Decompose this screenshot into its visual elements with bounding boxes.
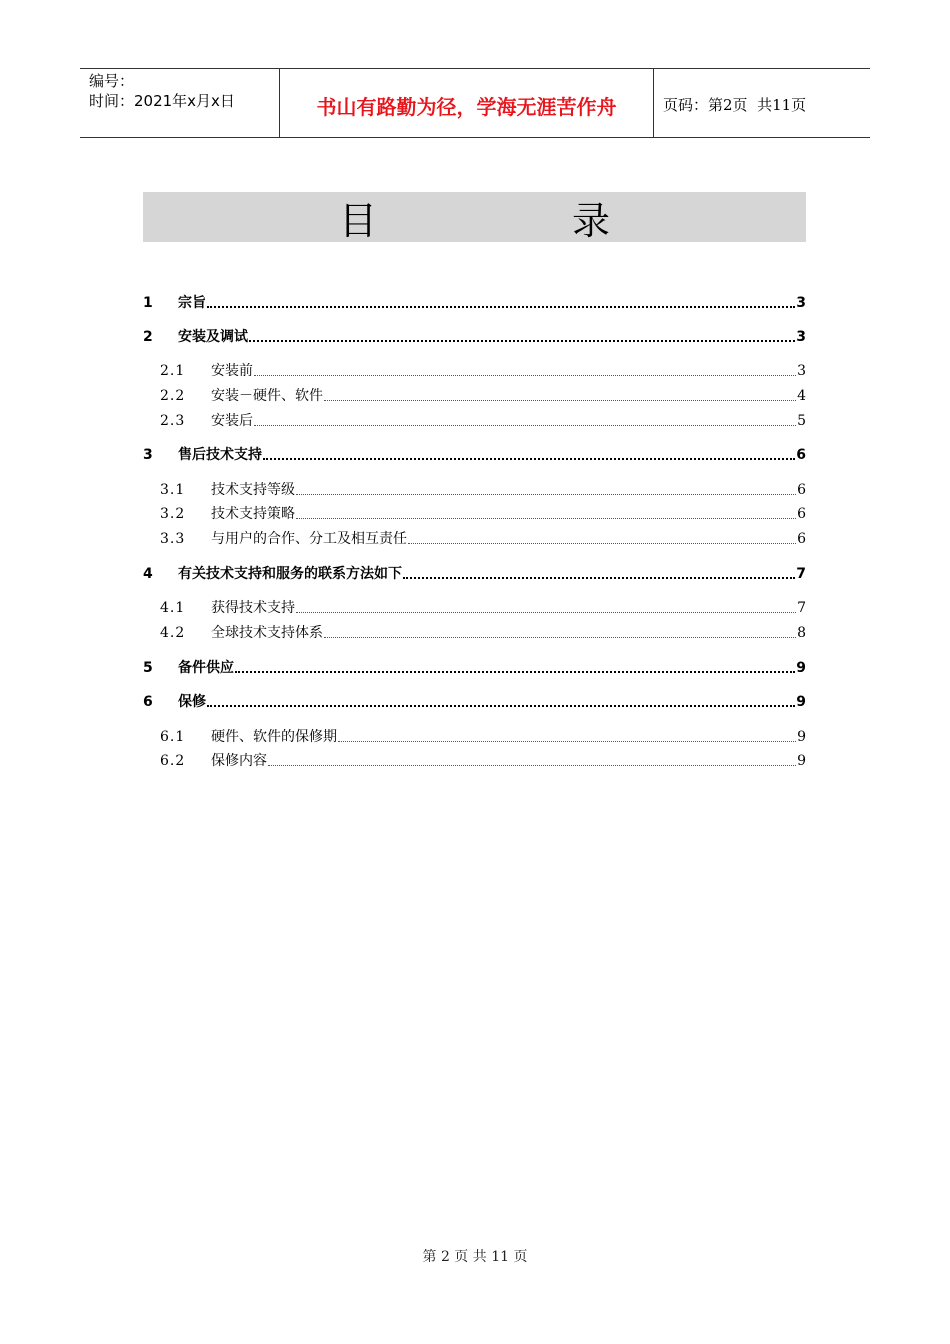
toc-entry-page: 3 xyxy=(796,329,806,345)
toc-entry[interactable] xyxy=(143,356,806,380)
toc-entry[interactable] xyxy=(143,653,806,677)
toc-entry-page: 6 xyxy=(797,531,806,547)
toc-entry-page: 6 xyxy=(797,482,806,498)
document-number-label: 编号： xyxy=(89,72,135,90)
toc-entry-number: 6 xyxy=(143,694,153,710)
toc-dot-leader xyxy=(324,636,796,638)
toc-dot-leader xyxy=(296,493,796,495)
toc-entry[interactable] xyxy=(143,499,806,523)
toc-entry-page: 9 xyxy=(796,660,806,676)
toc-entry-page: 3 xyxy=(796,295,806,311)
toc-dot-leader xyxy=(235,670,795,673)
toc-entry-page: 9 xyxy=(797,729,806,745)
toc-entry[interactable] xyxy=(143,687,806,711)
toc-entry-number: 4 xyxy=(143,566,153,582)
toc-dot-leader xyxy=(324,399,796,401)
toc-dot-leader xyxy=(403,576,795,579)
toc-entry-page: 3 xyxy=(797,363,806,379)
toc-dot-leader xyxy=(254,374,796,376)
toc-entry-number: 2.1 xyxy=(160,363,186,379)
toc-entry[interactable] xyxy=(143,406,806,430)
header-motto: 书山有路勤为径，学海无涯苦作舟 xyxy=(280,69,654,137)
toc-entry-title: 备件供应 xyxy=(178,660,234,676)
toc-entry-number: 4.1 xyxy=(160,600,186,616)
toc-title-char-2: 录 xyxy=(572,198,611,243)
toc-entry-title: 宗旨 xyxy=(178,295,206,311)
page-footer: 第 2 页 共 11 页 xyxy=(422,1249,528,1265)
toc-entry-number: 3.1 xyxy=(160,482,186,498)
header-page-info-cell xyxy=(654,69,870,137)
toc-entry-number: 2.2 xyxy=(160,388,186,404)
header-page-info: 页码：第2页 共11页 xyxy=(663,95,807,114)
toc-dot-leader xyxy=(296,611,796,613)
toc-entry-page: 6 xyxy=(797,506,806,522)
toc-entry[interactable] xyxy=(143,524,806,548)
toc-entry-number: 5 xyxy=(143,660,153,676)
toc-entry-title: 与用户的合作、分工及相互责任 xyxy=(211,531,407,547)
toc-entry-number: 1 xyxy=(143,295,153,311)
toc-entry-title: 安装－硬件、软件 xyxy=(211,388,323,404)
toc-dot-leader xyxy=(263,457,795,460)
toc-entry-page: 6 xyxy=(796,447,806,463)
toc-entry-page: 9 xyxy=(796,694,806,710)
toc-entry-page: 4 xyxy=(797,388,806,404)
toc-entry[interactable] xyxy=(143,288,806,312)
toc-entry-title: 技术支持等级 xyxy=(211,482,295,498)
toc-entry-number: 3.2 xyxy=(160,506,186,522)
toc-entry-title: 安装及调试 xyxy=(178,329,248,345)
toc-entry-page: 9 xyxy=(797,753,806,769)
toc-dot-leader xyxy=(408,542,796,544)
toc-entry[interactable] xyxy=(143,746,806,770)
toc-entry-number: 6.1 xyxy=(160,729,186,745)
toc-entry[interactable] xyxy=(143,618,806,642)
toc-entry[interactable] xyxy=(143,475,806,499)
toc-entry-page: 7 xyxy=(796,566,806,582)
toc-dot-leader xyxy=(207,305,795,308)
toc-entry-page: 8 xyxy=(797,625,806,641)
toc-entry-title: 有关技术支持和服务的联系方法如下 xyxy=(178,566,402,582)
toc-dot-leader xyxy=(268,764,796,766)
toc-entry-page: 5 xyxy=(797,413,806,429)
toc-title-banner xyxy=(143,192,806,242)
toc-dot-leader xyxy=(296,517,796,519)
toc-entry-title: 保修内容 xyxy=(211,753,267,769)
toc-entry-number: 3 xyxy=(143,447,153,463)
toc-dot-leader xyxy=(249,339,795,342)
toc-entry-number: 4.2 xyxy=(160,625,186,641)
toc-entry-page: 7 xyxy=(797,600,806,616)
toc-title-char-1: 目 xyxy=(338,198,377,243)
toc-entry[interactable] xyxy=(143,559,806,583)
toc-entry-number: 6.2 xyxy=(160,753,186,769)
toc-entry-title: 全球技术支持体系 xyxy=(211,625,323,641)
toc-dot-leader xyxy=(207,704,795,707)
toc-entry-number: 2 xyxy=(143,329,153,345)
toc-entry-number: 3.3 xyxy=(160,531,186,547)
toc-entry-title: 保修 xyxy=(178,694,206,710)
toc-entry[interactable] xyxy=(143,381,806,405)
document-time-label: 时间：2021年x月x日 xyxy=(89,92,235,110)
toc-dot-leader xyxy=(254,424,796,426)
toc-entry-title: 技术支持策略 xyxy=(211,506,295,522)
toc-entry-title: 安装前 xyxy=(211,363,253,379)
toc-entry-title: 获得技术支持 xyxy=(211,600,295,616)
toc-entry-title: 安装后 xyxy=(211,413,253,429)
toc-entry-number: 2.3 xyxy=(160,413,186,429)
toc-entry-title: 硬件、软件的保修期 xyxy=(211,729,337,745)
toc-entry-title: 售后技术支持 xyxy=(178,447,262,463)
toc-entry[interactable] xyxy=(143,322,806,346)
toc-dot-leader xyxy=(338,740,796,742)
page-header xyxy=(80,68,870,138)
toc-entry[interactable] xyxy=(143,593,806,617)
toc-entry[interactable] xyxy=(143,722,806,746)
toc-entry[interactable] xyxy=(143,440,806,464)
header-info-cell xyxy=(80,69,280,137)
